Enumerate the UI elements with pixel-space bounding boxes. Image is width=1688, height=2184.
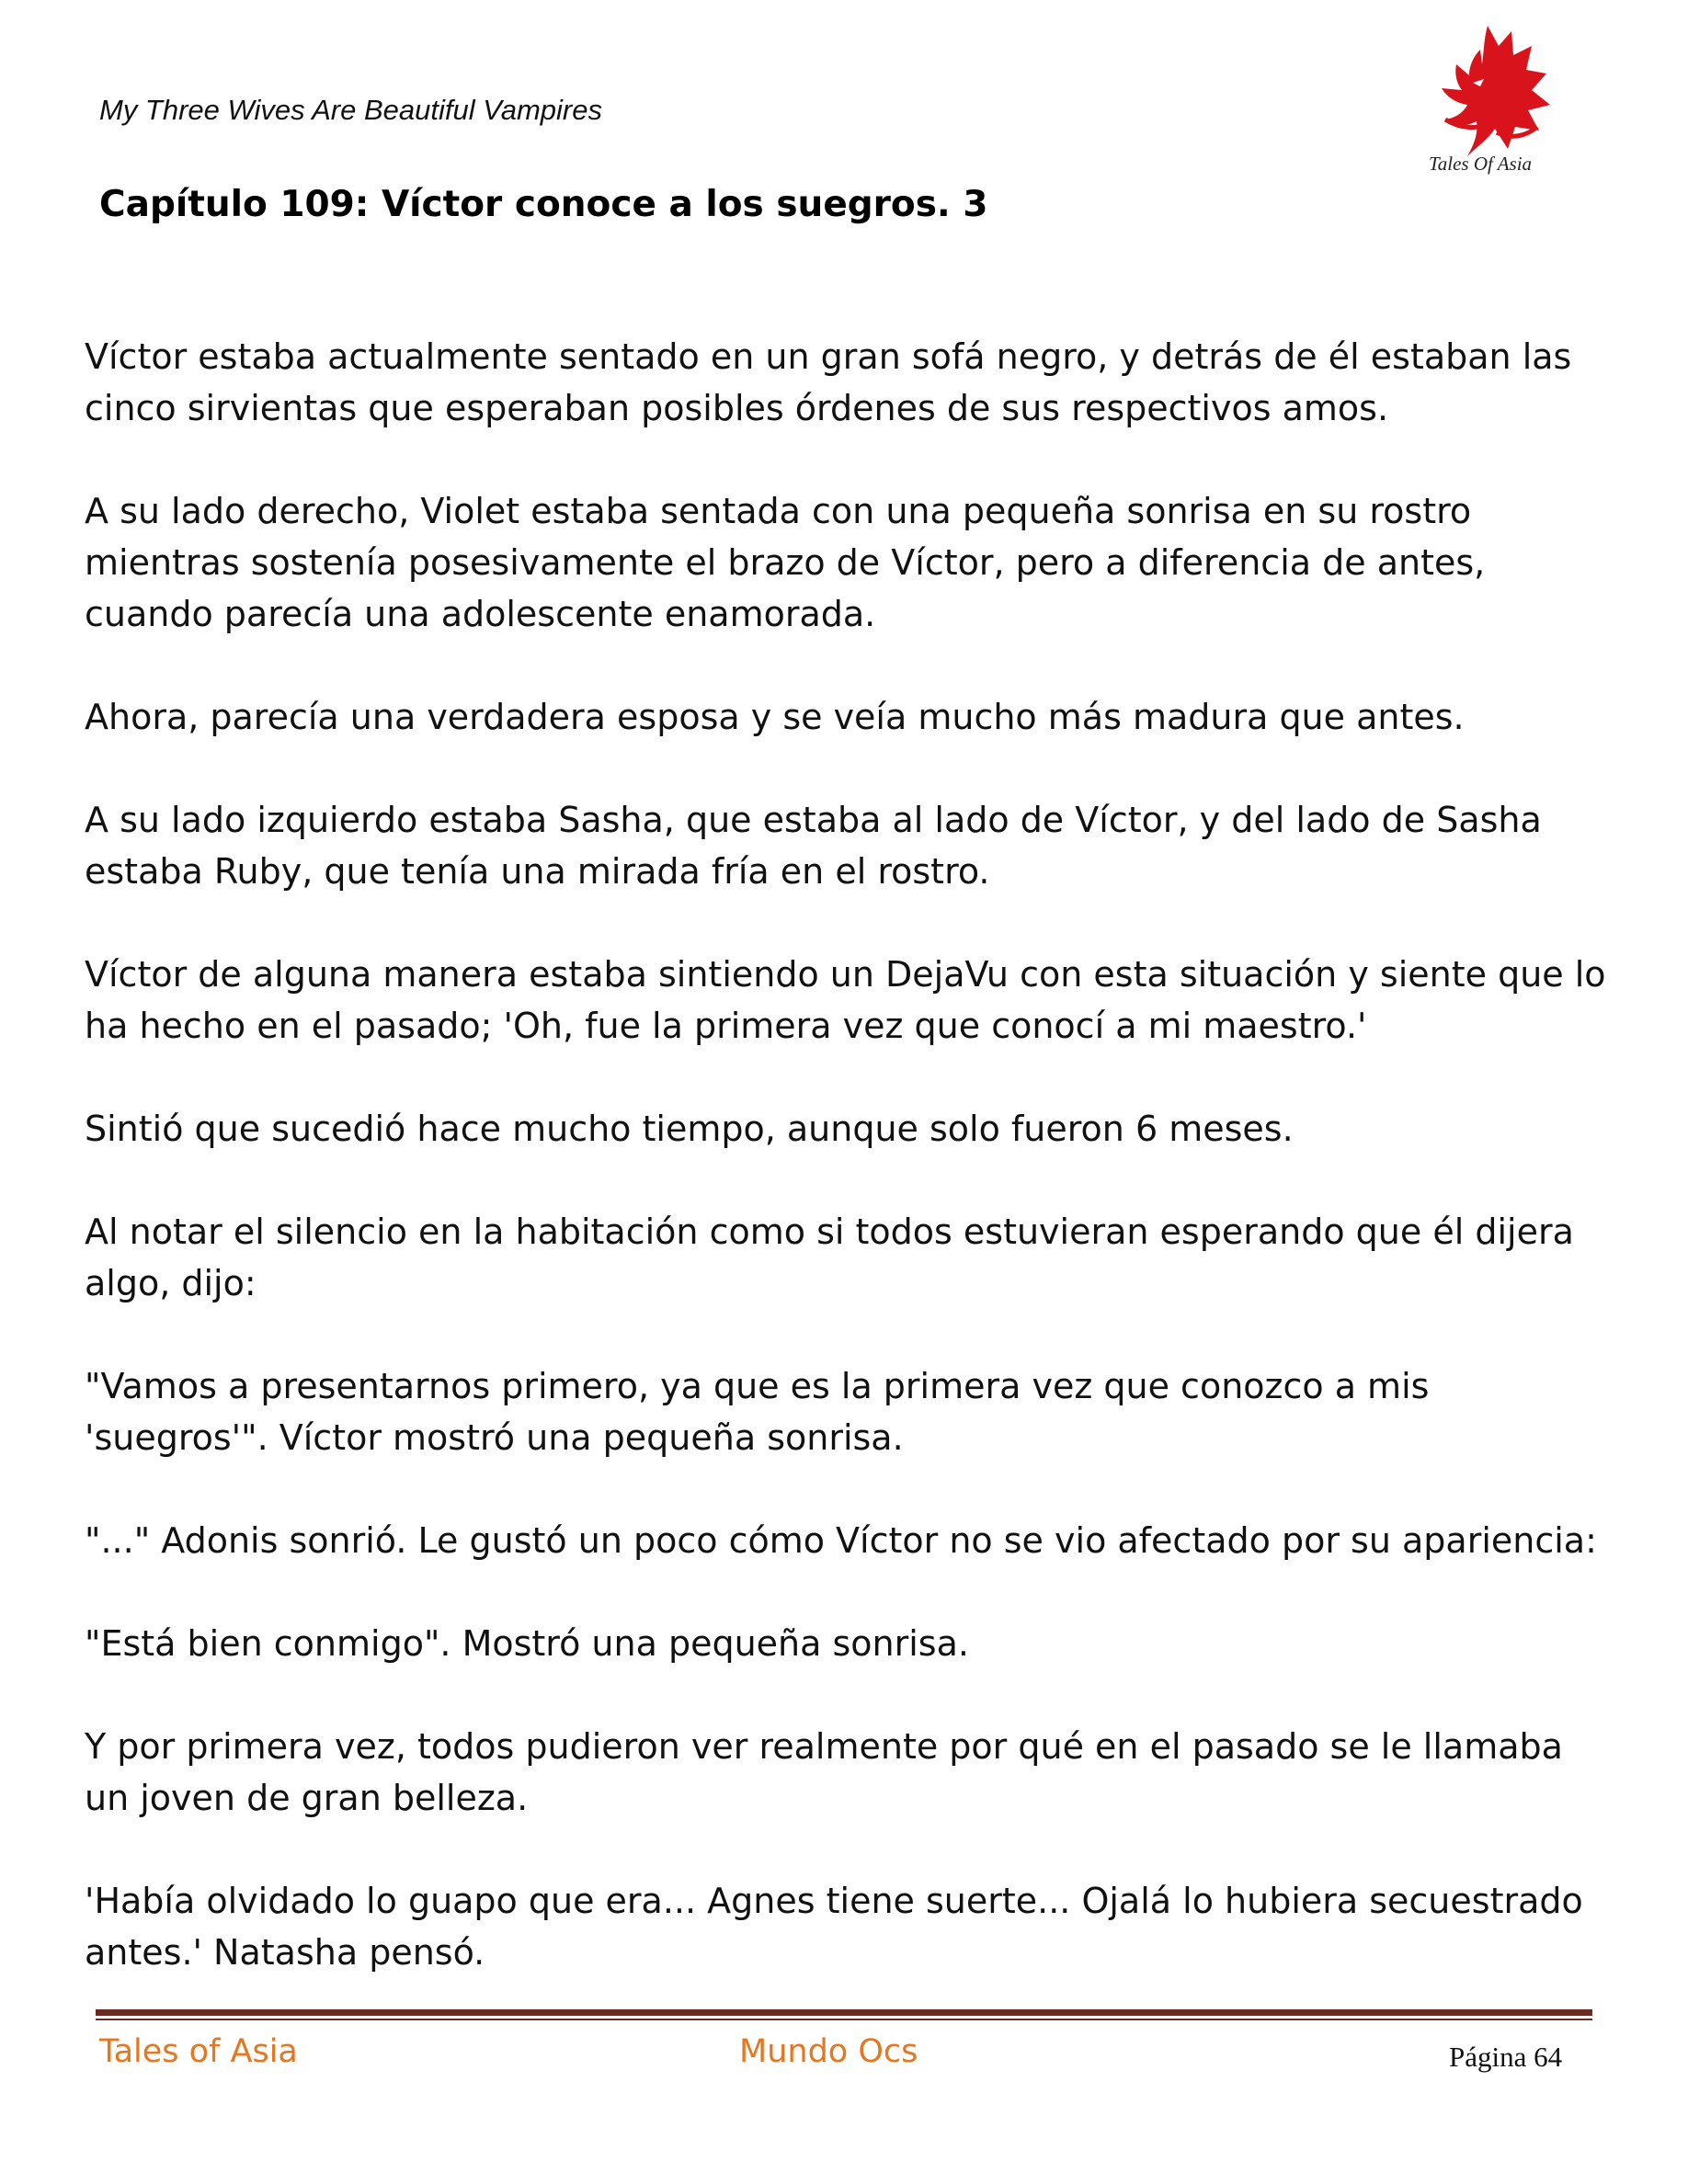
paragraph: Al notar el silencio en la habitación como si todos estuvieran esperando que él dijera algo, dijo: <box>85 1211 1574 1303</box>
paragraph: "Vamos a presentarnos primero, ya que es la primera vez que conozco a mis 'suegros'". Víctor mostró una pequeña sonrisa. <box>85 1366 1430 1458</box>
book-title: My Three Wives Are Beautiful Vampires <box>99 94 602 126</box>
tales-of-asia-logo <box>1423 18 1561 184</box>
paragraph: A su lado derecho, Violet estaba sentada con una pequeña sonrisa en su rostro mientras sostenía posesivamente el brazo de Víctor, pero a diferencia de antes, cuando parecía una adolescente enamorada. <box>85 491 1486 634</box>
paragraph: A su lado izquierdo estaba Sasha, que estaba al lado de Víctor, y del lado de Sasha estaba Ruby, que tenía una mirada fría en el rostro. <box>85 800 1542 892</box>
footer-divider <box>96 2009 1592 2016</box>
page-number: Página 64 <box>1449 2041 1563 2073</box>
paragraph: "..." Adonis sonrió. Le gustó un poco cómo Víctor no se vio afectado por su apariencia: <box>85 1520 1597 1561</box>
paragraph: Y por primera vez, todos pudieron ver realmente por qué en el pasado se le llamaba un joven de gran belleza. <box>85 1726 1563 1818</box>
chapter-body <box>85 331 1611 2030</box>
footer-center-label: Mundo Ocs <box>739 2033 918 2070</box>
paragraph: 'Había olvidado lo guapo que era... Agnes tiene suerte... Ojalá lo hubiera secuestrado antes.' Natasha pensó. <box>85 1881 1583 1973</box>
paragraph: "Está bien conmigo". Mostró una pequeña sonrisa. <box>85 1623 969 1664</box>
paragraph: Víctor estaba actualmente sentado en un gran sofá negro, y detrás de él estaban las cinco sirvientas que esperaban posibles órdenes de sus respectivos amos. <box>85 336 1572 428</box>
footer-publisher: Tales of Asia <box>99 2033 298 2070</box>
footer-divider-thin <box>96 2019 1592 2020</box>
logo-text: Tales Of Asia <box>1429 153 1533 175</box>
paragraph: Víctor de alguna manera estaba sintiendo un DejaVu con esta situación y siente que lo ha hecho en el pasado; 'Oh, fue la primera vez que conocí a mi maestro.' <box>85 954 1606 1046</box>
paragraph: Ahora, parecía una verdadera esposa y se veía mucho más madura que antes. <box>85 697 1465 737</box>
chapter-title: Capítulo 109: Víctor conoce a los suegros. 3 <box>99 184 988 225</box>
paragraph: Sintió que sucedió hace mucho tiempo, aunque solo fueron 6 meses. <box>85 1109 1294 1149</box>
